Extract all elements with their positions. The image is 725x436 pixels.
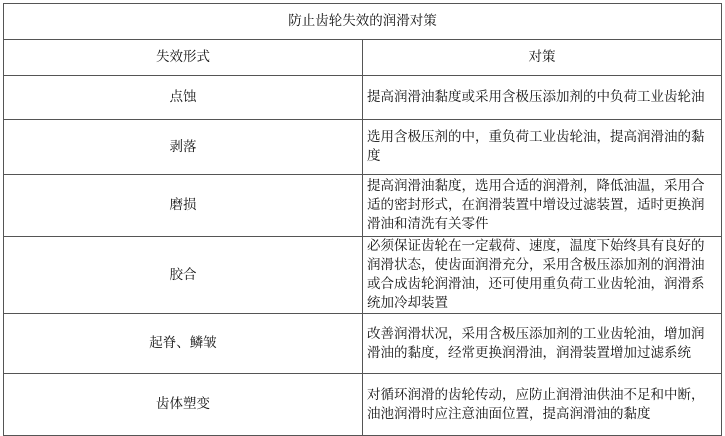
table-row — [4, 120, 722, 175]
failure-mode-cell: 起脊、鳞皱 — [4, 314, 363, 374]
table-row — [4, 314, 722, 374]
countermeasure-cell: 选用含极压剂的中，重负荷工业齿轮油，提高润滑油的黏度 — [363, 120, 722, 175]
countermeasure-cell: 必须保证齿轮在一定载荷、速度，温度下始终具有良好的润滑状态，使齿面润滑充分，采用含极压添加剂的润滑油或合成齿轮润滑油，还可使用重负荷工业齿轮油，润滑系统加冷却装置 — [363, 237, 722, 314]
countermeasure-cell: 对循环润滑的齿轮传动，应防止润滑油供油不足和中断，油池润滑时应注意油面位置，提高润滑油的黏度 — [363, 374, 722, 436]
table-row — [4, 175, 722, 237]
page — [0, 3, 725, 422]
failure-mode-cell: 点蚀 — [4, 76, 363, 120]
table-header-row — [4, 40, 722, 76]
failure-mode-cell: 齿体塑变 — [4, 374, 363, 436]
countermeasure-cell: 提高润滑油黏度或采用含极压添加剂的中负荷工业齿轮油 — [363, 76, 722, 120]
failure-mode-cell: 胶合 — [4, 237, 363, 314]
table-row — [4, 374, 722, 436]
lubrication-countermeasure-table — [3, 3, 722, 436]
table-title: 防止齿轮失效的润滑对策 — [4, 4, 722, 40]
table-title-row — [4, 4, 722, 40]
countermeasure-cell: 提高润滑油黏度，选用合适的润滑剂，降低油温，采用合适的密封形式，在润滑装置中增设过滤装置，适时更换润滑油和清洗有关零件 — [363, 175, 722, 237]
header-failure-mode: 失效形式 — [4, 40, 363, 76]
header-countermeasure: 对策 — [363, 40, 722, 76]
failure-mode-cell: 剥落 — [4, 120, 363, 175]
table-row — [4, 76, 722, 120]
countermeasure-cell: 改善润滑状况，采用含极压添加剂的工业齿轮油，增加润滑油的黏度，经常更换润滑油，润滑装置增加过滤系统 — [363, 314, 722, 374]
table-row — [4, 237, 722, 314]
failure-mode-cell: 磨损 — [4, 175, 363, 237]
